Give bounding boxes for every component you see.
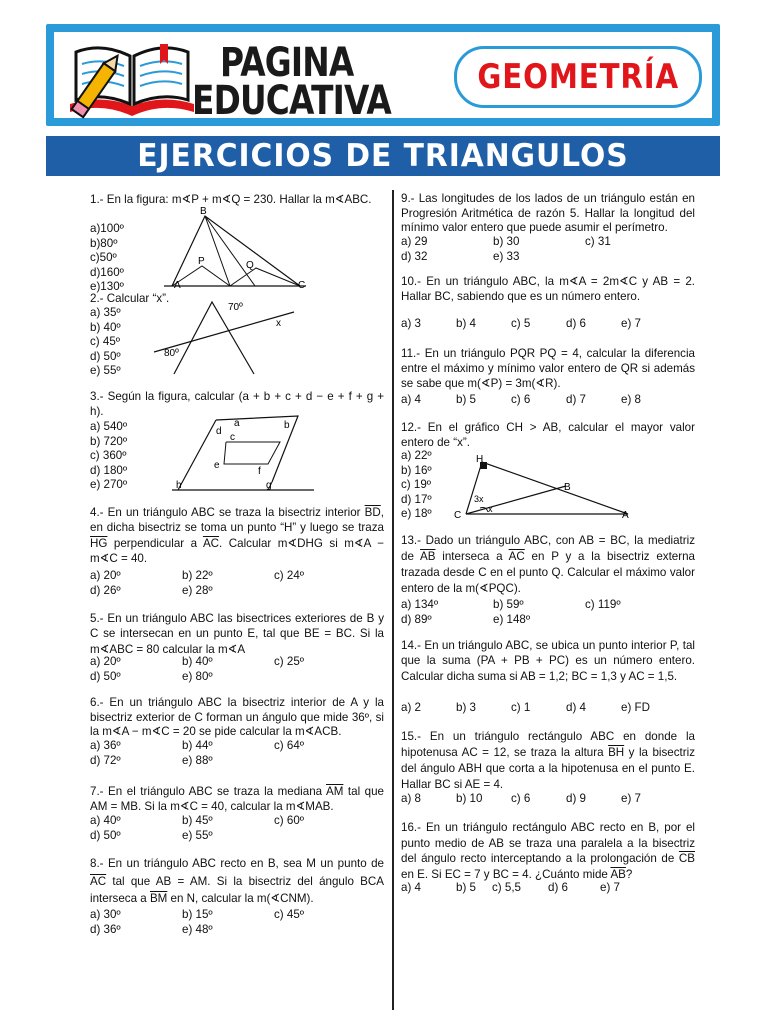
problem-8 [90, 855, 384, 908]
problem-1-statement: 1.- En la figura: m∢P + m∢Q = 230. Hallar la m∢ABC. [90, 193, 372, 206]
option-d: d) 72º [90, 753, 121, 767]
figure-label-f: f [258, 466, 261, 477]
option-c: c) 25º [274, 655, 305, 668]
option-a: a) 4 [401, 393, 421, 406]
problem-13-options [401, 598, 677, 627]
option-a: a) 4 [401, 881, 421, 894]
option-d: d) 4 [566, 701, 586, 714]
option-b: b)80º [90, 236, 118, 250]
subject-label: GEOMETRÍA [477, 57, 679, 97]
subject-badge [454, 46, 702, 108]
option-d: d) 50º [90, 669, 121, 683]
problem-14 [401, 638, 695, 684]
figure-label-x: x [276, 318, 281, 329]
brand-name-line1: PAGINA [220, 40, 354, 86]
option-e: e) 55º [182, 828, 213, 842]
option-e: e) 8 [621, 393, 641, 406]
problem-12-statement: 12.- En el gráfico CH > AB, calcular el mayor valor entero de “x”. [401, 421, 695, 450]
page-title: EJERCICIOS DE TRIANGULOS [137, 138, 629, 174]
option-c: c) 5,5 [492, 881, 521, 894]
option-e: e) 148º [493, 612, 531, 626]
problem-10-statement: 10.- En un triángulo ABC, la m∢A = 2m∢C y AB = 2. Hallar BC, sabiendo que es un número entero. [401, 275, 695, 304]
figure-label-b: b [284, 420, 290, 431]
problem-11 [401, 346, 695, 391]
option-e: e) 55º [90, 364, 121, 378]
problem-4-options [90, 569, 366, 598]
problem-14-statement: 14.- En un triángulo ABC, se ubica un punto interior P, tal que la suma (PA + PB + PC) es un número entero. Calcular dicha suma si AB = 1,2; BC = 1,3 y AC = 1,5. [401, 639, 695, 683]
problem-3-statement: 3.- Según la figura, calcular (a + b + c + d − e + f + g + h). [90, 390, 384, 418]
figure-label-a: A [174, 280, 181, 291]
problem-4-statement: 4.- En un triángulo ABC se traza la bisectriz interior $\overline{BD}$, en dicha bisectriz se toma un punto “H” y luego se traza $\overline{HG}$ perpendicular a $\overline{AC}$. Calcular m∢DHG si m∢A − m∢C = 40. [90, 506, 384, 566]
option-b: b) 720º [90, 434, 128, 448]
option-c: c) 24º [274, 569, 305, 582]
problem-15-statement: 15.- En un triángulo rectángulo ABC en donde la hipotenusa AC = 12, se traza la altura $\overline{BH}$ y la bisectriz del ángulo ABH que corta a la hipotenusa en el punto E. Hallar BC si AE = 4. [401, 730, 695, 791]
figure-label-e: e [214, 460, 220, 471]
option-b: b) 40º [182, 655, 213, 668]
option-c: c) 119º [585, 598, 621, 611]
option-e: e) 88º [182, 753, 213, 767]
problem-9 [401, 192, 695, 236]
option-b: b) 5 [456, 393, 476, 406]
figure-label-g: g [266, 480, 272, 491]
option-a: a) 20º [90, 655, 121, 668]
problem-5 [90, 611, 384, 657]
option-d: d) 89º [401, 612, 432, 626]
option-e: e) 80º [182, 669, 213, 683]
option-d: d) 50º [90, 828, 121, 842]
problem-13-statement: 13.- Dado un triángulo ABC, con AB = BC, la mediatriz de $\overline{AB}$ interseca a $\overline{AC}$ en P y a la bisectriz externa trazada desde C en el punto Q. Calcular el máximo valor entero de la m(∢PQC). [401, 534, 695, 595]
option-b: b) 15º [182, 908, 213, 921]
option-d: d) 7 [566, 393, 586, 406]
option-c: c) 360º [90, 449, 127, 463]
option-e: e) 7 [621, 317, 641, 330]
option-d: d) 9 [566, 792, 586, 805]
option-d: d) 6 [566, 317, 586, 330]
option-c: c)50º [90, 251, 117, 265]
option-b: b) 30 [493, 235, 520, 248]
option-b: b) 10 [456, 792, 483, 805]
option-a: a) 36º [90, 739, 121, 752]
problem-6 [90, 696, 384, 740]
problem-2-figure [150, 298, 300, 378]
option-d: d) 17º [401, 492, 432, 506]
problem-4 [90, 505, 384, 567]
option-a: a) 40º [90, 814, 121, 827]
header-banner [46, 24, 720, 126]
option-b: b) 44º [182, 739, 213, 752]
option-c: c) 60º [274, 814, 305, 827]
option-a: a) 35º [90, 306, 121, 319]
option-b: b) 45º [182, 814, 213, 827]
problem-1-figure [160, 206, 310, 292]
problem-16-statement: 16.- En un triángulo rectángulo ABC recto en B, por el punto medio de AB se traza una paralela a la bisectriz del ángulo recto interceptando a la prolongación de $\overline{CB}$ en E. Si EC = 7 y BC = 4. ¿Cuánto mide $\overline{AB}$? [401, 821, 695, 881]
problem-16 [401, 820, 695, 882]
problem-6-options [90, 739, 366, 768]
figure-label-p: P [198, 256, 205, 267]
problem-8-statement: 8.- En un triángulo ABC recto en B, sea M un punto de $\overline{AC}$ tal que AB = AM. Si la bisectriz del ángulo BCA interseca a $\overline{BM}$ en N, calcular la m(∢CNM). [90, 857, 384, 906]
problem-12 [401, 420, 695, 451]
option-b: b) 5 [456, 881, 476, 894]
option-c: c) 5 [511, 317, 531, 330]
problem-5-options [90, 655, 366, 684]
problem-9-options [401, 235, 677, 264]
option-a: a) 30º [90, 908, 121, 921]
option-e: e) 33 [493, 249, 520, 263]
option-a: a) 22º [401, 449, 432, 462]
problem-10 [401, 274, 695, 305]
option-d: d) 32 [401, 249, 428, 263]
option-d: d)160º [90, 265, 124, 279]
problem-7-statement: 7.- En el triángulo ABC se traza la mediana $\overline{AM}$ tal que AM = MB. Si la m∢C = 40, calcular la m∢MAB. [90, 785, 385, 814]
header-inner [54, 32, 712, 124]
figure-label-c: C [454, 510, 462, 521]
option-a: a) 2 [401, 701, 421, 714]
option-a: a) 3 [401, 317, 421, 330]
figure-label-c: c [230, 432, 235, 443]
option-a: a) 540º [90, 420, 128, 433]
option-e: e) 48º [182, 922, 213, 936]
option-b: b) 22º [182, 569, 213, 582]
brand-name-line2: EDUCATIVA [192, 78, 391, 124]
problem-16-options [401, 881, 655, 896]
option-b: b) 16º [401, 463, 432, 477]
problem-8-options [90, 908, 366, 937]
option-a: a) 20º [90, 569, 121, 582]
figure-label-70: 70º [228, 302, 243, 313]
option-a: a) 8 [401, 792, 421, 805]
figure-label-b: B [200, 206, 207, 217]
problem-13 [401, 533, 695, 597]
problem-7-options [90, 814, 366, 843]
option-c: c) 45º [90, 335, 121, 349]
figure-label-a: A [622, 510, 629, 521]
problem-1-options [90, 222, 170, 295]
option-d: d) 6 [548, 881, 568, 894]
problem-11-options [401, 393, 676, 408]
option-d: d) 36º [90, 922, 121, 936]
option-e: e)130º [90, 280, 124, 294]
figure-label-3x: 3x [474, 494, 484, 504]
figure-label-x: x [488, 504, 493, 514]
problem-15-options [401, 792, 676, 807]
figure-label-b: B [564, 482, 571, 493]
option-c: c) 1 [511, 701, 531, 714]
problem-9-statement: 9.- Las longitudes de los lados de un triángulo están en Progresión Aritmética de razón 5. Hallar la longitud del mínimo valor entero que puede asumir el perímetro. [401, 192, 695, 235]
option-a: a) 134º [401, 598, 439, 611]
option-e: e) 270º [90, 478, 128, 492]
figure-label-a: a [234, 418, 240, 429]
figure-label-h: h [176, 480, 182, 491]
option-b: b) 40º [90, 320, 121, 334]
option-e: e) FD [621, 701, 650, 714]
problem-14-options [401, 701, 676, 716]
figure-label-d: d [216, 426, 222, 437]
option-b: b) 59º [493, 598, 524, 611]
problem-7 [90, 784, 384, 815]
problem-2-statement: 2.- Calcular “x”. [90, 292, 170, 305]
problem-3-figure [168, 412, 318, 494]
figure-label-c: C [298, 280, 306, 291]
problem-11-statement: 11.- En un triángulo PQR PQ = 4, calcular la diferencia entre el máximo y mínimo valor entero de QR si además se sabe que m(∢P) = 3m(∢R). [401, 347, 695, 390]
figure-label-q: Q [246, 260, 254, 271]
option-c: c) 19º [401, 478, 432, 492]
problem-10-options [401, 317, 676, 332]
problem-5-statement: 5.- En un triángulo ABC las bisectrices exteriores de B y C se intersecan en un punto E, tal que BE = BC. Si la m∢ABC = 80 calcular la m∢A [90, 612, 384, 656]
title-bar [46, 136, 720, 176]
problem-15 [401, 729, 695, 793]
option-c: c) 6 [511, 792, 531, 805]
option-e: e) 18º [401, 507, 432, 521]
problem-6-statement: 6.- En un triángulo ABC la bisectriz interior de A y la bisectriz exterior de C forman un ángulo que mide 36º, si la m∢A − m∢C = 20 se pide calcular la m∢ACB. [90, 696, 384, 739]
option-c: c) 31 [585, 235, 611, 248]
option-d: d) 50º [90, 349, 121, 363]
option-c: c) 6 [511, 393, 531, 406]
figure-label-h: H [476, 454, 484, 465]
option-c: c) 45º [274, 908, 305, 921]
column-divider [392, 190, 394, 1010]
option-d: d) 26º [90, 583, 121, 597]
option-b: b) 4 [456, 317, 476, 330]
option-b: b) 3 [456, 701, 476, 714]
figure-label-80: 80º [164, 348, 179, 359]
option-e: e) 7 [600, 881, 620, 894]
problem-3-options [90, 420, 170, 493]
option-a: a)100º [90, 222, 124, 235]
option-e: e) 28º [182, 583, 213, 597]
option-e: e) 7 [621, 792, 641, 805]
option-c: c) 64º [274, 739, 305, 752]
option-a: a) 29 [401, 235, 428, 248]
open-book-pencil-icon [62, 34, 202, 122]
option-d: d) 180º [90, 463, 128, 477]
problem-12-figure [452, 452, 642, 522]
